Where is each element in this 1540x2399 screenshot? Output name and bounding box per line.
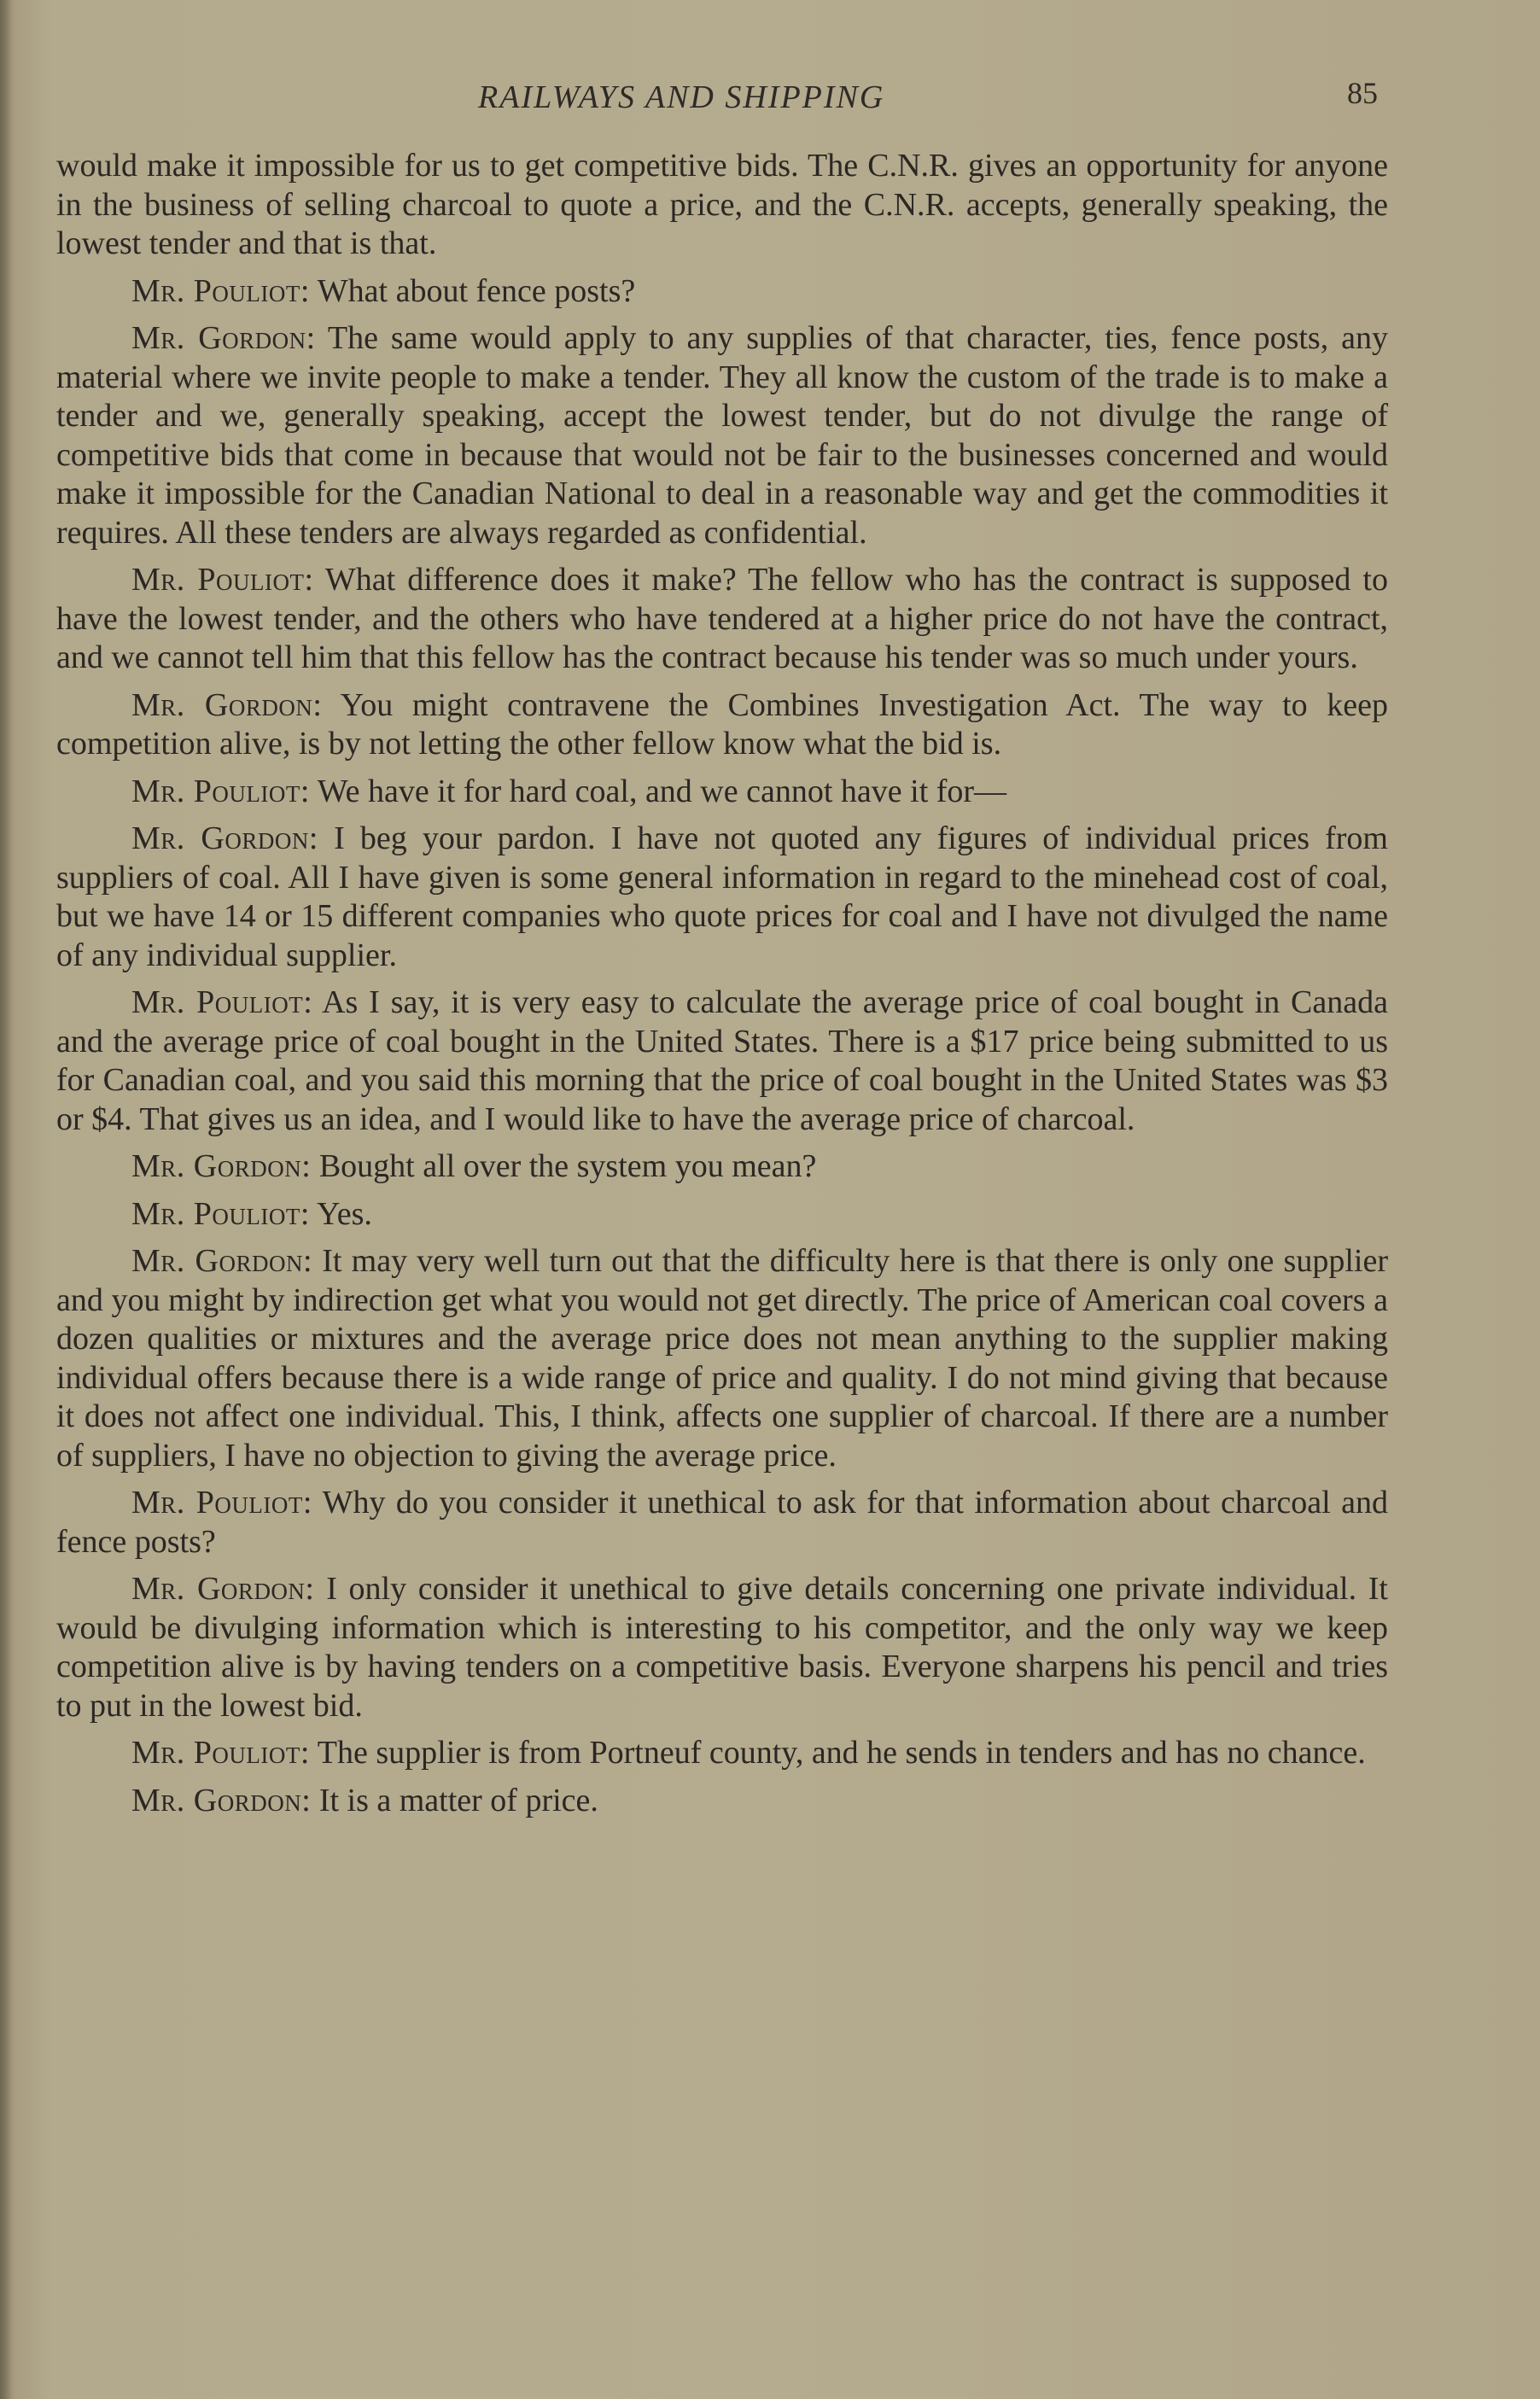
speaker-name: Mr. Pouliot: bbox=[131, 1195, 310, 1232]
paragraph-text: would make it impossible for us to get competitive bids. The C.N.R. gives an opportunity for anyone in the business of selling charcoal to quote a price, and the C.N.R. accepts, generally speaking, the lowest tender and that is that. bbox=[56, 148, 1388, 261]
paragraph-gordon bbox=[56, 319, 1388, 552]
speaker-name: Mr. Gordon: bbox=[131, 320, 316, 356]
paragraph-text: What difference does it make? The fellow who has the contract is supposed to have the lowest tender, and the others who have tendered at a higher price do not have the contract, and we cannot tell him that this fellow has the contract because his tender was so much under yours. bbox=[56, 562, 1388, 675]
paragraph-text: We have it for hard coal, and we cannot have it for— bbox=[309, 773, 1007, 809]
speaker-name: Mr. Gordon: bbox=[131, 820, 318, 856]
speaker-name: Mr. Pouliot: bbox=[131, 562, 314, 598]
paragraph-text: I beg your pardon. I have not quoted any figures of individual prices from suppliers of coal. All I have given is some general information in regard to the minehead cost of coal, but we have 14 or 15 different companies who quote prices for coal and I have not divulged the name of any individual supplier. bbox=[56, 820, 1388, 973]
running-title: RAILWAYS AND SHIPPING bbox=[478, 79, 885, 115]
paragraph-pouliot bbox=[56, 1195, 1388, 1235]
speaker-name: Mr. Pouliot: bbox=[131, 272, 310, 309]
paragraph-pouliot bbox=[56, 272, 1388, 312]
paragraph-text: I only consider it unethical to give details concerning one private individual. It would be divulging information which is interesting to his competitor, and the only way we keep competition alive is by having tenders on a competitive basis. Everyone sharpens his pencil and tries to put in the lowest bid. bbox=[56, 1571, 1388, 1724]
speaker-name: Mr. Pouliot: bbox=[131, 1735, 310, 1771]
paragraph-text: As I say, it is very easy to calculate the average price of coal bought in Canada and the average price of coal bought in the United States. There is a $17 price being submitted to us for Canadian coal, and you said this morning that the price of coal bought in the United States was $3 or $4. That gives us an idea, and I would like to have the average price of charcoal. bbox=[56, 984, 1388, 1137]
speaker-name: Mr. Gordon: bbox=[131, 686, 323, 723]
speaker-name: Mr. Pouliot: bbox=[131, 773, 310, 809]
paragraph-pouliot bbox=[56, 773, 1388, 812]
speaker-name: Mr. Gordon: bbox=[131, 1148, 312, 1184]
paragraph-gordon bbox=[56, 686, 1388, 764]
speaker-name: Mr. Pouliot: bbox=[131, 984, 313, 1020]
paragraph-pouliot bbox=[56, 1484, 1388, 1561]
paragraph-text: Yes. bbox=[309, 1195, 372, 1232]
paragraph-text: Why do you consider it unethical to ask for that information about charcoal and fence posts? bbox=[56, 1485, 1388, 1560]
paragraph-text: It is a matter of price. bbox=[311, 1782, 598, 1818]
speaker-name: Mr. Pouliot: bbox=[131, 1485, 312, 1521]
running-header bbox=[0, 76, 1540, 121]
paragraph-text: The supplier is from Portneuf county, and he sends in tenders and has no chance. bbox=[309, 1735, 1366, 1771]
paragraph-gordon bbox=[56, 1147, 1388, 1187]
speaker-name: Mr. Gordon: bbox=[131, 1782, 312, 1818]
paragraph-text: It may very well turn out that the difficulty here is that there is only one supplier and you might by indirection get what you would not get directly. The price of American coal covers a dozen qualities or mixtures and the average price does not mean anything to the supplier making individual offers because there is a wide range of price and quality. I do not mind giving that because it does not affect one individual. This, I think, affects one supplier of charcoal. If there are a number of suppliers, I have no objection to giving the average price. bbox=[56, 1243, 1388, 1474]
page-number: 85 bbox=[1347, 76, 1378, 110]
paragraph-gordon bbox=[56, 820, 1388, 975]
paragraph-text: What about fence posts? bbox=[309, 272, 636, 309]
paragraph-gordon bbox=[56, 1782, 1388, 1821]
speaker-name: Mr. Gordon: bbox=[131, 1243, 313, 1279]
paragraph-gordon bbox=[56, 1570, 1388, 1725]
speaker-name: Mr. Gordon: bbox=[131, 1571, 315, 1607]
paragraph-continuation bbox=[56, 147, 1388, 264]
paragraph-gordon bbox=[56, 1242, 1388, 1475]
paragraph-pouliot bbox=[56, 561, 1388, 678]
paragraph-text: You might contravene the Combines Investigation Act. The way to keep competition alive, is by not letting the other fellow know what the bid is. bbox=[56, 686, 1388, 762]
paragraph-pouliot bbox=[56, 984, 1388, 1139]
paragraph-text: The same would apply to any supplies of that character, ties, fence posts, any material where we invite people to make a tender. They all know the custom of the trade is to make a tender and we, generally speaking, accept the lowest tender, but do not divulge the range of competitive bids that come in because that would not be fair to the businesses concerned and would make it impossible for the Canadian National to deal in a reasonable way and get the commodities it requires. All these tenders are always regarded as confidential. bbox=[56, 320, 1388, 551]
paragraph-text: Bought all over the system you mean? bbox=[311, 1148, 817, 1184]
paragraph-pouliot bbox=[56, 1734, 1388, 1773]
page-body bbox=[56, 147, 1388, 1829]
